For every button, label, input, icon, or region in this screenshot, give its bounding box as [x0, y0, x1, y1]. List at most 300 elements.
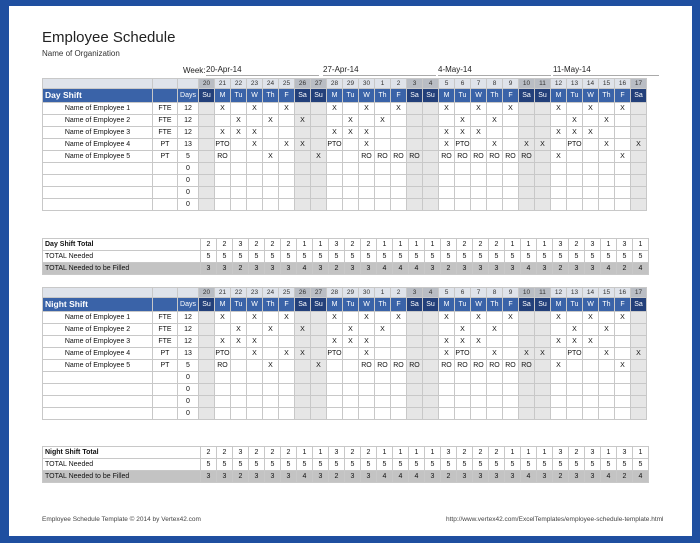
schedule-cell[interactable]: [311, 396, 327, 408]
schedule-cell[interactable]: [375, 127, 391, 139]
schedule-cell[interactable]: [199, 187, 215, 199]
schedule-cell[interactable]: [503, 324, 519, 336]
schedule-cell[interactable]: [279, 175, 295, 187]
schedule-cell[interactable]: [295, 312, 311, 324]
employee-name-cell[interactable]: [43, 163, 153, 175]
schedule-cell[interactable]: [199, 396, 215, 408]
schedule-cell[interactable]: X: [535, 139, 551, 151]
schedule-cell[interactable]: [423, 163, 439, 175]
schedule-cell[interactable]: [199, 163, 215, 175]
schedule-cell[interactable]: [599, 360, 615, 372]
schedule-cell[interactable]: [503, 163, 519, 175]
schedule-cell[interactable]: [231, 360, 247, 372]
schedule-cell[interactable]: [215, 384, 231, 396]
schedule-cell[interactable]: [231, 151, 247, 163]
schedule-cell[interactable]: [391, 139, 407, 151]
schedule-cell[interactable]: X: [247, 103, 263, 115]
schedule-cell[interactable]: [279, 396, 295, 408]
schedule-cell[interactable]: [215, 199, 231, 211]
schedule-cell[interactable]: PTO: [215, 139, 231, 151]
schedule-cell[interactable]: [279, 360, 295, 372]
schedule-cell[interactable]: [215, 408, 231, 420]
schedule-cell[interactable]: RO: [439, 151, 455, 163]
schedule-cell[interactable]: [487, 127, 503, 139]
schedule-cell[interactable]: [311, 163, 327, 175]
schedule-cell[interactable]: [215, 187, 231, 199]
employee-type-cell[interactable]: FTE: [153, 115, 178, 127]
schedule-cell[interactable]: [263, 199, 279, 211]
schedule-cell[interactable]: [551, 396, 567, 408]
employee-type-cell[interactable]: [153, 175, 178, 187]
schedule-cell[interactable]: [471, 115, 487, 127]
schedule-cell[interactable]: X: [615, 312, 631, 324]
schedule-cell[interactable]: [503, 384, 519, 396]
schedule-cell[interactable]: [199, 175, 215, 187]
schedule-cell[interactable]: [199, 384, 215, 396]
schedule-cell[interactable]: [599, 408, 615, 420]
schedule-cell[interactable]: [519, 372, 535, 384]
schedule-cell[interactable]: [295, 396, 311, 408]
schedule-cell[interactable]: X: [295, 324, 311, 336]
schedule-cell[interactable]: [567, 187, 583, 199]
schedule-cell[interactable]: X: [567, 336, 583, 348]
schedule-cell[interactable]: [263, 127, 279, 139]
schedule-cell[interactable]: [583, 348, 599, 360]
schedule-cell[interactable]: X: [439, 139, 455, 151]
schedule-cell[interactable]: [615, 127, 631, 139]
schedule-cell[interactable]: [375, 175, 391, 187]
schedule-cell[interactable]: [199, 139, 215, 151]
schedule-cell[interactable]: [423, 151, 439, 163]
schedule-cell[interactable]: X: [279, 348, 295, 360]
schedule-cell[interactable]: X: [455, 324, 471, 336]
schedule-cell[interactable]: [615, 199, 631, 211]
schedule-cell[interactable]: [247, 396, 263, 408]
schedule-cell[interactable]: [471, 396, 487, 408]
schedule-cell[interactable]: [519, 408, 535, 420]
schedule-cell[interactable]: [599, 372, 615, 384]
schedule-cell[interactable]: [471, 175, 487, 187]
schedule-cell[interactable]: X: [231, 324, 247, 336]
schedule-cell[interactable]: X: [551, 103, 567, 115]
schedule-cell[interactable]: [375, 384, 391, 396]
schedule-cell[interactable]: X: [327, 312, 343, 324]
schedule-cell[interactable]: X: [295, 139, 311, 151]
schedule-cell[interactable]: [583, 199, 599, 211]
schedule-cell[interactable]: [535, 324, 551, 336]
schedule-cell[interactable]: [503, 372, 519, 384]
schedule-cell[interactable]: [423, 336, 439, 348]
schedule-cell[interactable]: [343, 187, 359, 199]
schedule-cell[interactable]: [199, 360, 215, 372]
employee-type-cell[interactable]: FTE: [153, 312, 178, 324]
schedule-cell[interactable]: X: [247, 312, 263, 324]
schedule-cell[interactable]: [375, 336, 391, 348]
schedule-cell[interactable]: [391, 115, 407, 127]
schedule-cell[interactable]: [631, 360, 647, 372]
schedule-cell[interactable]: [407, 348, 423, 360]
schedule-cell[interactable]: [599, 175, 615, 187]
schedule-cell[interactable]: [199, 348, 215, 360]
schedule-cell[interactable]: [615, 187, 631, 199]
schedule-cell[interactable]: [471, 372, 487, 384]
schedule-cell[interactable]: [199, 408, 215, 420]
schedule-cell[interactable]: [311, 103, 327, 115]
schedule-cell[interactable]: [423, 115, 439, 127]
schedule-cell[interactable]: [215, 324, 231, 336]
schedule-cell[interactable]: [471, 348, 487, 360]
schedule-cell[interactable]: [279, 199, 295, 211]
schedule-cell[interactable]: [199, 115, 215, 127]
schedule-cell[interactable]: [407, 175, 423, 187]
schedule-cell[interactable]: [407, 103, 423, 115]
schedule-cell[interactable]: [343, 396, 359, 408]
schedule-cell[interactable]: X: [487, 139, 503, 151]
employee-type-cell[interactable]: FTE: [153, 127, 178, 139]
schedule-cell[interactable]: [295, 163, 311, 175]
schedule-cell[interactable]: [263, 187, 279, 199]
schedule-cell[interactable]: [359, 187, 375, 199]
schedule-cell[interactable]: [567, 372, 583, 384]
schedule-cell[interactable]: [295, 199, 311, 211]
schedule-cell[interactable]: [327, 396, 343, 408]
schedule-cell[interactable]: [231, 312, 247, 324]
schedule-cell[interactable]: X: [247, 348, 263, 360]
schedule-cell[interactable]: [503, 348, 519, 360]
schedule-cell[interactable]: [631, 175, 647, 187]
schedule-cell[interactable]: [407, 384, 423, 396]
schedule-cell[interactable]: [343, 360, 359, 372]
schedule-cell[interactable]: X: [455, 336, 471, 348]
schedule-cell[interactable]: PTO: [455, 348, 471, 360]
schedule-cell[interactable]: X: [551, 127, 567, 139]
schedule-cell[interactable]: X: [567, 324, 583, 336]
schedule-cell[interactable]: [247, 151, 263, 163]
schedule-cell[interactable]: X: [535, 348, 551, 360]
employee-name-cell[interactable]: Name of Employee 2: [43, 115, 153, 127]
schedule-cell[interactable]: [567, 396, 583, 408]
schedule-cell[interactable]: [343, 103, 359, 115]
employee-type-cell[interactable]: PT: [153, 348, 178, 360]
schedule-cell[interactable]: [407, 324, 423, 336]
schedule-cell[interactable]: [263, 139, 279, 151]
schedule-cell[interactable]: RO: [359, 360, 375, 372]
schedule-cell[interactable]: [503, 175, 519, 187]
schedule-cell[interactable]: [439, 115, 455, 127]
schedule-cell[interactable]: [423, 396, 439, 408]
schedule-cell[interactable]: [311, 127, 327, 139]
schedule-cell[interactable]: [567, 360, 583, 372]
schedule-cell[interactable]: [375, 348, 391, 360]
schedule-cell[interactable]: [327, 175, 343, 187]
schedule-cell[interactable]: [631, 103, 647, 115]
schedule-cell[interactable]: [631, 115, 647, 127]
schedule-cell[interactable]: X: [615, 360, 631, 372]
schedule-cell[interactable]: [199, 312, 215, 324]
employee-name-cell[interactable]: Name of Employee 3: [43, 127, 153, 139]
schedule-cell[interactable]: [423, 199, 439, 211]
schedule-cell[interactable]: [359, 199, 375, 211]
schedule-cell[interactable]: [631, 408, 647, 420]
schedule-cell[interactable]: [519, 103, 535, 115]
schedule-cell[interactable]: RO: [455, 360, 471, 372]
schedule-cell[interactable]: X: [551, 360, 567, 372]
schedule-cell[interactable]: [343, 372, 359, 384]
schedule-cell[interactable]: [615, 336, 631, 348]
schedule-cell[interactable]: X: [567, 127, 583, 139]
schedule-cell[interactable]: [423, 127, 439, 139]
schedule-cell[interactable]: X: [391, 103, 407, 115]
schedule-cell[interactable]: [519, 163, 535, 175]
schedule-cell[interactable]: [487, 163, 503, 175]
schedule-cell[interactable]: [327, 384, 343, 396]
schedule-cell[interactable]: X: [279, 139, 295, 151]
schedule-cell[interactable]: RO: [519, 151, 535, 163]
schedule-cell[interactable]: [359, 408, 375, 420]
schedule-cell[interactable]: X: [279, 103, 295, 115]
schedule-cell[interactable]: [375, 396, 391, 408]
schedule-cell[interactable]: [343, 139, 359, 151]
week-start-1[interactable]: 20-Apr-14: [206, 65, 319, 76]
schedule-cell[interactable]: RO: [503, 360, 519, 372]
schedule-cell[interactable]: [535, 127, 551, 139]
schedule-cell[interactable]: [391, 372, 407, 384]
schedule-cell[interactable]: [391, 384, 407, 396]
schedule-cell[interactable]: [407, 127, 423, 139]
schedule-cell[interactable]: [327, 372, 343, 384]
schedule-cell[interactable]: [247, 175, 263, 187]
schedule-cell[interactable]: [375, 103, 391, 115]
schedule-cell[interactable]: X: [599, 324, 615, 336]
schedule-cell[interactable]: X: [599, 115, 615, 127]
schedule-cell[interactable]: X: [471, 103, 487, 115]
schedule-cell[interactable]: [391, 187, 407, 199]
schedule-cell[interactable]: [423, 187, 439, 199]
schedule-cell[interactable]: [503, 139, 519, 151]
schedule-cell[interactable]: [311, 115, 327, 127]
schedule-cell[interactable]: [311, 312, 327, 324]
schedule-cell[interactable]: X: [439, 336, 455, 348]
schedule-cell[interactable]: [631, 199, 647, 211]
schedule-cell[interactable]: [519, 336, 535, 348]
schedule-cell[interactable]: [471, 408, 487, 420]
schedule-cell[interactable]: X: [327, 127, 343, 139]
employee-name-cell[interactable]: [43, 187, 153, 199]
schedule-cell[interactable]: [231, 348, 247, 360]
schedule-cell[interactable]: [471, 139, 487, 151]
schedule-cell[interactable]: X: [551, 312, 567, 324]
schedule-cell[interactable]: [343, 175, 359, 187]
schedule-cell[interactable]: [423, 384, 439, 396]
schedule-cell[interactable]: PTO: [455, 139, 471, 151]
schedule-cell[interactable]: X: [215, 336, 231, 348]
schedule-cell[interactable]: [247, 408, 263, 420]
schedule-cell[interactable]: [599, 384, 615, 396]
schedule-cell[interactable]: [599, 127, 615, 139]
schedule-cell[interactable]: [615, 163, 631, 175]
employee-name-cell[interactable]: Name of Employee 3: [43, 336, 153, 348]
schedule-cell[interactable]: [247, 163, 263, 175]
schedule-cell[interactable]: [535, 360, 551, 372]
schedule-cell[interactable]: PTO: [327, 139, 343, 151]
schedule-cell[interactable]: X: [599, 139, 615, 151]
schedule-cell[interactable]: [551, 163, 567, 175]
schedule-cell[interactable]: [519, 324, 535, 336]
schedule-cell[interactable]: [455, 163, 471, 175]
schedule-cell[interactable]: [551, 139, 567, 151]
employee-name-cell[interactable]: Name of Employee 5: [43, 360, 153, 372]
employee-name-cell[interactable]: [43, 199, 153, 211]
employee-name-cell[interactable]: [43, 396, 153, 408]
schedule-cell[interactable]: PTO: [215, 348, 231, 360]
schedule-cell[interactable]: [551, 324, 567, 336]
schedule-cell[interactable]: X: [551, 151, 567, 163]
schedule-cell[interactable]: [279, 115, 295, 127]
schedule-cell[interactable]: [247, 199, 263, 211]
schedule-cell[interactable]: X: [327, 336, 343, 348]
schedule-cell[interactable]: [263, 103, 279, 115]
schedule-cell[interactable]: [375, 372, 391, 384]
schedule-cell[interactable]: [407, 396, 423, 408]
schedule-cell[interactable]: [615, 175, 631, 187]
schedule-cell[interactable]: [455, 312, 471, 324]
schedule-cell[interactable]: [295, 336, 311, 348]
schedule-cell[interactable]: [519, 187, 535, 199]
schedule-cell[interactable]: X: [359, 103, 375, 115]
schedule-cell[interactable]: [295, 175, 311, 187]
schedule-cell[interactable]: [263, 396, 279, 408]
schedule-cell[interactable]: RO: [487, 151, 503, 163]
schedule-cell[interactable]: [583, 408, 599, 420]
schedule-cell[interactable]: [583, 372, 599, 384]
schedule-cell[interactable]: [487, 175, 503, 187]
schedule-cell[interactable]: [471, 324, 487, 336]
schedule-cell[interactable]: [407, 336, 423, 348]
schedule-cell[interactable]: [439, 372, 455, 384]
schedule-cell[interactable]: X: [359, 139, 375, 151]
schedule-cell[interactable]: X: [439, 312, 455, 324]
schedule-cell[interactable]: [535, 115, 551, 127]
schedule-cell[interactable]: [407, 408, 423, 420]
schedule-cell[interactable]: [311, 348, 327, 360]
schedule-cell[interactable]: [615, 408, 631, 420]
schedule-cell[interactable]: RO: [375, 151, 391, 163]
schedule-cell[interactable]: [583, 324, 599, 336]
schedule-cell[interactable]: RO: [471, 151, 487, 163]
schedule-cell[interactable]: [487, 396, 503, 408]
schedule-cell[interactable]: X: [583, 127, 599, 139]
schedule-cell[interactable]: [519, 175, 535, 187]
schedule-cell[interactable]: X: [487, 115, 503, 127]
employee-name-cell[interactable]: Name of Employee 1: [43, 103, 153, 115]
schedule-cell[interactable]: [503, 396, 519, 408]
schedule-cell[interactable]: [455, 103, 471, 115]
schedule-cell[interactable]: [487, 312, 503, 324]
schedule-cell[interactable]: X: [343, 324, 359, 336]
schedule-cell[interactable]: X: [247, 127, 263, 139]
schedule-cell[interactable]: [279, 151, 295, 163]
schedule-cell[interactable]: [359, 372, 375, 384]
employee-type-cell[interactable]: PT: [153, 360, 178, 372]
schedule-cell[interactable]: [423, 103, 439, 115]
schedule-cell[interactable]: [519, 127, 535, 139]
schedule-cell[interactable]: X: [631, 348, 647, 360]
schedule-cell[interactable]: [471, 163, 487, 175]
schedule-cell[interactable]: [391, 336, 407, 348]
employee-type-cell[interactable]: [153, 187, 178, 199]
schedule-cell[interactable]: [535, 312, 551, 324]
schedule-cell[interactable]: [311, 139, 327, 151]
schedule-cell[interactable]: X: [567, 115, 583, 127]
schedule-cell[interactable]: [375, 408, 391, 420]
employee-name-cell[interactable]: Name of Employee 1: [43, 312, 153, 324]
employee-type-cell[interactable]: FTE: [153, 103, 178, 115]
schedule-cell[interactable]: [311, 324, 327, 336]
schedule-cell[interactable]: X: [487, 348, 503, 360]
schedule-cell[interactable]: [551, 408, 567, 420]
schedule-cell[interactable]: [535, 103, 551, 115]
schedule-cell[interactable]: [535, 408, 551, 420]
schedule-cell[interactable]: [311, 384, 327, 396]
schedule-cell[interactable]: [615, 324, 631, 336]
employee-type-cell[interactable]: [153, 408, 178, 420]
schedule-cell[interactable]: X: [439, 103, 455, 115]
schedule-cell[interactable]: [231, 175, 247, 187]
schedule-cell[interactable]: [327, 360, 343, 372]
schedule-cell[interactable]: [519, 199, 535, 211]
employee-name-cell[interactable]: [43, 175, 153, 187]
schedule-cell[interactable]: [343, 408, 359, 420]
schedule-cell[interactable]: [535, 163, 551, 175]
schedule-cell[interactable]: RO: [407, 151, 423, 163]
schedule-cell[interactable]: [199, 336, 215, 348]
schedule-cell[interactable]: [359, 396, 375, 408]
employee-name-cell[interactable]: Name of Employee 4: [43, 348, 153, 360]
schedule-cell[interactable]: X: [279, 312, 295, 324]
schedule-cell[interactable]: [439, 384, 455, 396]
schedule-cell[interactable]: [343, 312, 359, 324]
schedule-cell[interactable]: [215, 396, 231, 408]
employee-type-cell[interactable]: [153, 163, 178, 175]
schedule-cell[interactable]: [327, 324, 343, 336]
schedule-cell[interactable]: [455, 408, 471, 420]
schedule-cell[interactable]: [295, 127, 311, 139]
schedule-cell[interactable]: [231, 139, 247, 151]
schedule-cell[interactable]: [535, 199, 551, 211]
schedule-cell[interactable]: [455, 372, 471, 384]
schedule-cell[interactable]: [423, 139, 439, 151]
schedule-cell[interactable]: [455, 175, 471, 187]
schedule-cell[interactable]: [551, 115, 567, 127]
schedule-cell[interactable]: [263, 408, 279, 420]
schedule-cell[interactable]: X: [599, 348, 615, 360]
schedule-cell[interactable]: [375, 312, 391, 324]
schedule-cell[interactable]: [487, 199, 503, 211]
schedule-cell[interactable]: [519, 115, 535, 127]
schedule-cell[interactable]: [279, 324, 295, 336]
schedule-cell[interactable]: [503, 187, 519, 199]
schedule-cell[interactable]: [391, 408, 407, 420]
schedule-cell[interactable]: RO: [439, 360, 455, 372]
schedule-cell[interactable]: [391, 175, 407, 187]
schedule-cell[interactable]: [423, 175, 439, 187]
schedule-cell[interactable]: [263, 175, 279, 187]
schedule-cell[interactable]: [599, 312, 615, 324]
schedule-cell[interactable]: [279, 336, 295, 348]
schedule-cell[interactable]: [487, 384, 503, 396]
schedule-cell[interactable]: [311, 372, 327, 384]
schedule-cell[interactable]: [455, 384, 471, 396]
